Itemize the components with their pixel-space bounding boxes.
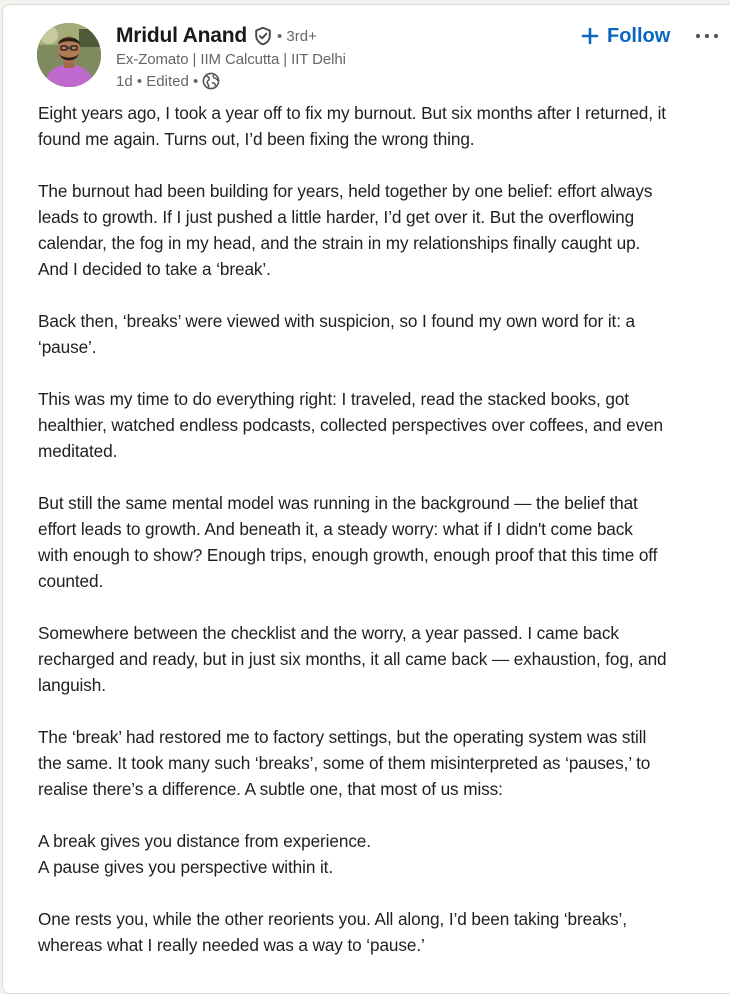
- post-line: A pause gives you perspective within it.: [38, 857, 334, 877]
- post-line: And I decided to take a ‘break’.: [38, 259, 271, 279]
- post-line: ‘pause’.: [38, 337, 97, 357]
- verified-shield-icon: [253, 26, 273, 46]
- post-paragraph-8: [38, 828, 728, 880]
- post-paragraph-4: [38, 386, 728, 464]
- post-body: [38, 100, 728, 984]
- post-line: The ‘break’ had restored me to factory settings, but the operating system was still: [38, 727, 647, 747]
- post-line: The burnout had been building for years, held together by one belief: effort always: [38, 181, 653, 201]
- post-line: One rests you, while the other reorients you. All along, I’d been taking ‘breaks’,: [38, 909, 627, 929]
- author-name[interactable]: Mridul Anand: [116, 24, 247, 47]
- post-line: Back then, ‘breaks’ were viewed with suspicion, so I found my own word for it: a: [38, 311, 636, 331]
- post-header: [3, 5, 730, 97]
- post-line: Eight years ago, I took a year off to fix my burnout. But six months after I returned, it: [38, 103, 666, 123]
- post-paragraph-7: [38, 724, 728, 802]
- post-paragraph-1: [38, 100, 728, 152]
- post-line: whereas what I really needed was a way to ‘pause.’: [38, 935, 425, 955]
- avatar-portrait-icon: [37, 23, 101, 87]
- post-line: But still the same mental model was running in the background — the belief that: [38, 493, 638, 513]
- globe-icon: [202, 72, 220, 90]
- author-name-row: [116, 21, 317, 51]
- post-line: leads to growth. If I just pushed a little harder, I’d get over it. But the overflowing: [38, 207, 635, 227]
- plus-icon: [581, 27, 599, 45]
- post-line: Somewhere between the checklist and the worry, a year passed. I came back: [38, 623, 619, 643]
- post-line: found me again. Turns out, I’d been fixing the wrong thing.: [38, 129, 475, 149]
- follow-label: Follow: [607, 24, 671, 47]
- post-line: languish.: [38, 675, 106, 695]
- post-line: counted.: [38, 571, 104, 591]
- post-line: recharged and ready, but in just six months, it all came back — exhaustion, fog, and: [38, 649, 667, 669]
- post-line: This was my time to do everything right: I traveled, read the stacked books, got: [38, 389, 629, 409]
- author-headline: Ex-Zomato | IIM Calcutta | IIT Delhi: [116, 51, 346, 68]
- post-paragraph-3: [38, 308, 728, 360]
- post-paragraph-5: [38, 490, 728, 594]
- post-paragraph-2: [38, 178, 728, 282]
- post-line: with enough to show? Enough trips, enough growth, enough proof that this time off: [38, 545, 658, 565]
- post-paragraph-9: [38, 906, 728, 958]
- more-options-button[interactable]: [691, 23, 723, 49]
- post-card: [2, 4, 730, 994]
- post-paragraph-6: [38, 620, 728, 698]
- post-line: effort leads to growth. And beneath it, a steady worry: what if I didn't come back: [38, 519, 633, 539]
- post-line: realise there’s a difference. A subtle one, that most of us miss:: [38, 779, 503, 799]
- post-meta: [116, 70, 220, 92]
- post-line: healthier, watched endless podcasts, collected perspectives over coffees, and even: [38, 415, 663, 435]
- post-timestamp: 1d • Edited •: [116, 72, 199, 90]
- post-line: meditated.: [38, 441, 118, 461]
- post-line: A break gives you distance from experience.: [38, 831, 371, 851]
- connection-degree: • 3rd+: [276, 27, 317, 45]
- more-dots-icon: [694, 32, 720, 40]
- avatar[interactable]: [37, 23, 101, 87]
- post-line: calendar, the fog in my head, and the strain in my relationships finally caught up.: [38, 233, 641, 253]
- post-line: the same. It took many such ‘breaks’, some of them misinterpreted as ‘pauses,’ to: [38, 753, 651, 773]
- follow-button[interactable]: [581, 21, 670, 51]
